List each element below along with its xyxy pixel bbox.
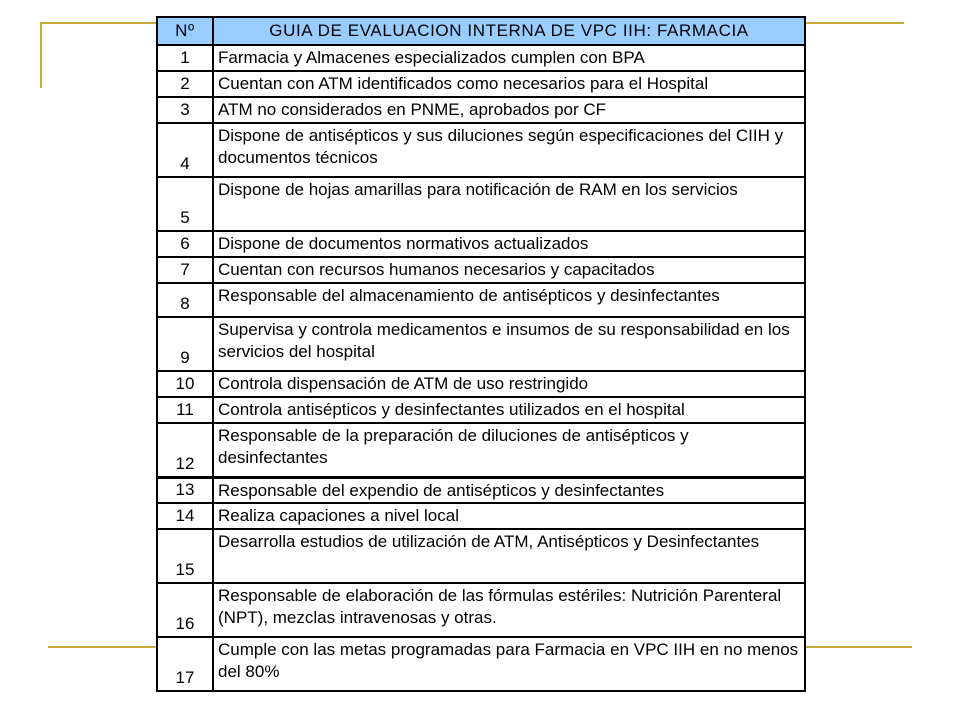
row-number: 6 [157, 231, 213, 257]
row-description: Desarrolla estudios de utilización de ATM, Antisépticos y Desinfectantes [213, 529, 805, 583]
decorative-line-bottom-left [48, 646, 158, 648]
table-row [157, 123, 805, 177]
row-description: Cumple con las metas programadas para Farmacia en VPC IIH en no menos del 80% [213, 637, 805, 691]
row-number: 10 [157, 371, 213, 397]
table-row [157, 231, 805, 257]
row-description: Responsable del expendio de antisépticos y desinfectantes [213, 477, 805, 503]
row-description: Responsable de elaboración de las fórmulas estériles: Nutrición Parenteral (NPT), mezclas intravenosas y otras. [213, 583, 805, 637]
table-row [157, 423, 805, 477]
table-row [157, 45, 805, 71]
row-number: 5 [157, 177, 213, 231]
row-description: Farmacia y Almacenes especializados cumplen con BPA [213, 45, 805, 71]
row-number: 17 [157, 637, 213, 691]
decorative-line-top-left [40, 22, 158, 24]
row-description: Realiza capaciones a nivel local [213, 503, 805, 529]
row-number: 14 [157, 503, 213, 529]
row-number: 8 [157, 283, 213, 317]
row-description: Dispone de antisépticos y sus diluciones según especificaciones del CIIH y documentos técnicos [213, 123, 805, 177]
table-row [157, 477, 805, 503]
row-description: Controla dispensación de ATM de uso restringido [213, 371, 805, 397]
row-description: Responsable de la preparación de diluciones de antisépticos y desinfectantes [213, 423, 805, 477]
row-description: Dispone de hojas amarillas para notificación de RAM en los servicios [213, 177, 805, 231]
row-number: 7 [157, 257, 213, 283]
row-description: Responsable del almacenamiento de antisépticos y desinfectantes [213, 283, 805, 317]
table-row [157, 637, 805, 691]
decorative-line-top-right [800, 22, 904, 24]
table-row [157, 397, 805, 423]
row-number: 13 [157, 477, 213, 503]
column-header-title: GUIA DE EVALUACION INTERNA DE VPC IIH: FARMACIA [213, 17, 805, 45]
row-number: 4 [157, 123, 213, 177]
decorative-line-bottom-right [800, 646, 912, 648]
table-row [157, 97, 805, 123]
row-description: Dispone de documentos normativos actualizados [213, 231, 805, 257]
evaluation-guide-table [156, 16, 806, 692]
column-header-number: Nº [157, 17, 213, 45]
table-row [157, 177, 805, 231]
row-description: Controla antisépticos y desinfectantes utilizados en el hospital [213, 397, 805, 423]
table-row [157, 529, 805, 583]
table-row [157, 283, 805, 317]
decorative-line-left-vertical [40, 22, 42, 88]
row-number: 11 [157, 397, 213, 423]
row-description: Supervisa y controla medicamentos e insumos de su responsabilidad en los servicios del hospital [213, 317, 805, 371]
row-number: 12 [157, 423, 213, 477]
row-number: 3 [157, 97, 213, 123]
table-row [157, 71, 805, 97]
row-description: ATM no considerados en PNME, aprobados por CF [213, 97, 805, 123]
row-description: Cuentan con recursos humanos necesarios y capacitados [213, 257, 805, 283]
table-row [157, 503, 805, 529]
row-number: 15 [157, 529, 213, 583]
row-number: 9 [157, 317, 213, 371]
table-row [157, 317, 805, 371]
row-description: Cuentan con ATM identificados como necesarios para el Hospital [213, 71, 805, 97]
table-header-row [157, 17, 805, 45]
table-row [157, 583, 805, 637]
table-row [157, 257, 805, 283]
row-number: 1 [157, 45, 213, 71]
table-row [157, 371, 805, 397]
row-number: 16 [157, 583, 213, 637]
row-number: 2 [157, 71, 213, 97]
